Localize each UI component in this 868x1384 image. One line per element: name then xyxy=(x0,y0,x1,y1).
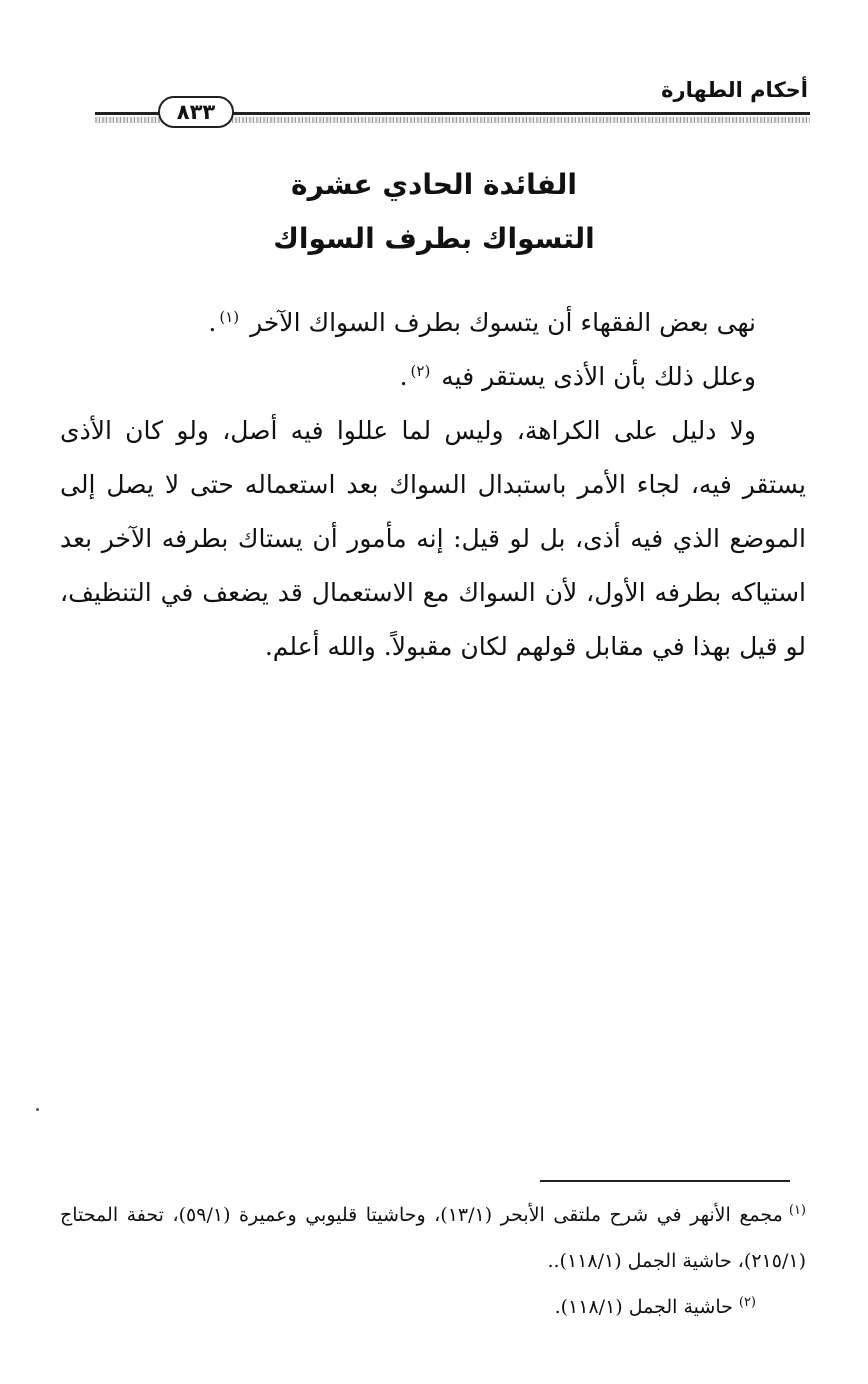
footnote-2-text: حاشية الجمل (١١٨/١). xyxy=(554,1296,733,1318)
footnote-1 xyxy=(60,1192,806,1284)
section-subtitle: التسواك بطرف السواك xyxy=(273,222,595,255)
paragraph-3: ولا دليل على الكراهة، وليس لما عللوا فيه أصل، ولو كان الأذى يستقر فيه، لجاء الأمر باستبدال السواك بعد استعماله حتى لا يصل إلى الموضع الذي فيه أذى، بل لو قيل: إنه مأمور أن يستاك بطرفه الآخر بعد استياكه بطرفه الأول، لأن السواك مع الاستعمال قد يضعف في التنظيف، لو قيل بهذا في مقابل قولهم لكان مقبولاً. والله أعلم. xyxy=(60,416,806,661)
footnote-ref-1[interactable]: (١) xyxy=(219,307,240,326)
page-number-badge: ٨٣٣ xyxy=(158,96,234,128)
footnote-1-text: مجمع الأنهر في شرح ملتقى الأبحر (١٣/١)، وحاشيتا قليوبي وعميرة (٥٩/١)، تحفة المحتاج (٢١٥/١)، حاشية الجمل (١١٨/١).. xyxy=(60,1204,806,1272)
footnote-1-number: (١) xyxy=(788,1202,806,1218)
paragraph-1-text: نهى بعض الفقهاء أن يتسوك بطرف السواك الآخر xyxy=(250,308,756,337)
footnote-separator xyxy=(540,1180,790,1182)
running-header-title: أحكام الطهارة xyxy=(661,78,808,102)
scan-speck xyxy=(36,1108,39,1111)
footnote-2-number: (٢) xyxy=(738,1294,756,1310)
footnotes xyxy=(60,1192,806,1330)
paragraph-2 xyxy=(60,350,806,404)
paragraph-2-end: . xyxy=(399,362,408,391)
footnote-2 xyxy=(60,1284,806,1330)
paragraph-2-text: وعلل ذلك بأن الأذى يستقر فيه xyxy=(441,362,756,391)
footnote-ref-2[interactable]: (٢) xyxy=(410,361,431,380)
paragraph-1 xyxy=(60,296,806,350)
section-title: الفائدة الحادي عشرة xyxy=(291,168,577,201)
paragraph-1-end: . xyxy=(208,308,217,337)
